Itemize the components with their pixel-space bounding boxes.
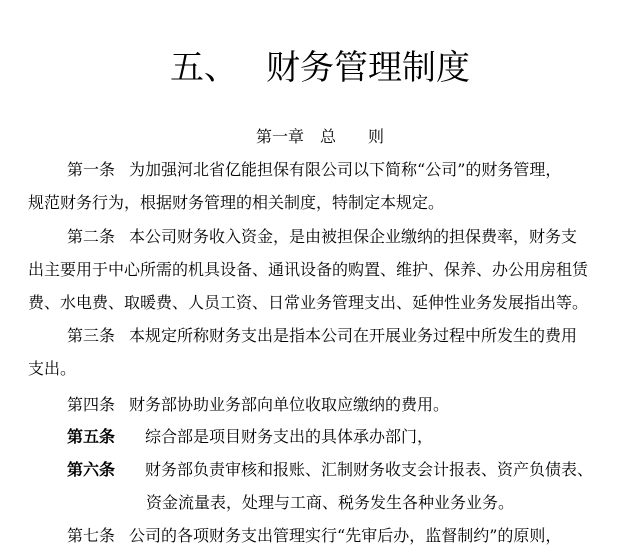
article-5-line-1 [67,426,433,448]
article-2-label: 第二条 [67,227,116,246]
chapter-number: 第一章 [255,127,304,146]
document-title [0,44,640,92]
article-2-line-3: 费、水电费、取暖费、人员工资、日常业务管理支出、延伸性业务发展指出等。 [28,293,589,312]
article-7-text-1: 公司的各项财务支出管理实行“先审后办，监督制约”的原则， [129,526,562,545]
article-4-line-1 [67,394,449,416]
article-2-line-2: 出主要用于中心所需的机具设备、通讯设备的购置、维护、保养、办公用房租赁 [28,260,589,279]
article-3-line-2: 支出。 [28,359,77,378]
article-2-text-1: 本公司财务收入资金，是由被担保企业缴纳的担保费率，财务支 [129,227,578,246]
article-2-line-1 [67,226,577,248]
article-1-line-1 [67,159,561,181]
article-3-text-1: 本规定所称财务支出是指本公司在开展业务过程中所发生的费用 [129,326,578,345]
article-3-line-1 [67,325,577,347]
title-text: 财务管理制度 [266,48,470,88]
article-6-label: 第六条 [67,460,116,479]
chapter-heading [0,126,640,148]
chapter-word-1: 总 [319,127,336,146]
article-1-label: 第一条 [67,160,116,179]
title-number: 五、 [170,48,238,88]
article-4-text-1: 财务部协助业务部向单位收取应缴纳的费用。 [129,395,450,414]
article-6-text-1: 财务部负责审核和报账、汇制财务收支会计报表、资产负债表、 [145,460,594,479]
article-1-line-2: 规范财务行为，根据财务管理的相关制度，特制定本规定。 [28,193,445,212]
article-5-text-1: 综合部是项目财务支出的具体承办部门， [145,427,434,446]
article-1-text-1: 为加强河北省亿能担保有限公司以下简称“公司”的财务管理， [129,160,562,179]
article-6-line-2: 资金流量表，处理与工商、税务发生各种业务业务。 [146,493,515,512]
article-7-line-1 [67,525,561,547]
article-5-label: 第五条 [67,427,116,446]
article-7-label: 第七条 [67,526,116,545]
article-6-line-1 [67,459,593,481]
article-3-label: 第三条 [67,326,116,345]
article-4-label: 第四条 [67,395,116,414]
chapter-word-2: 则 [368,127,385,146]
